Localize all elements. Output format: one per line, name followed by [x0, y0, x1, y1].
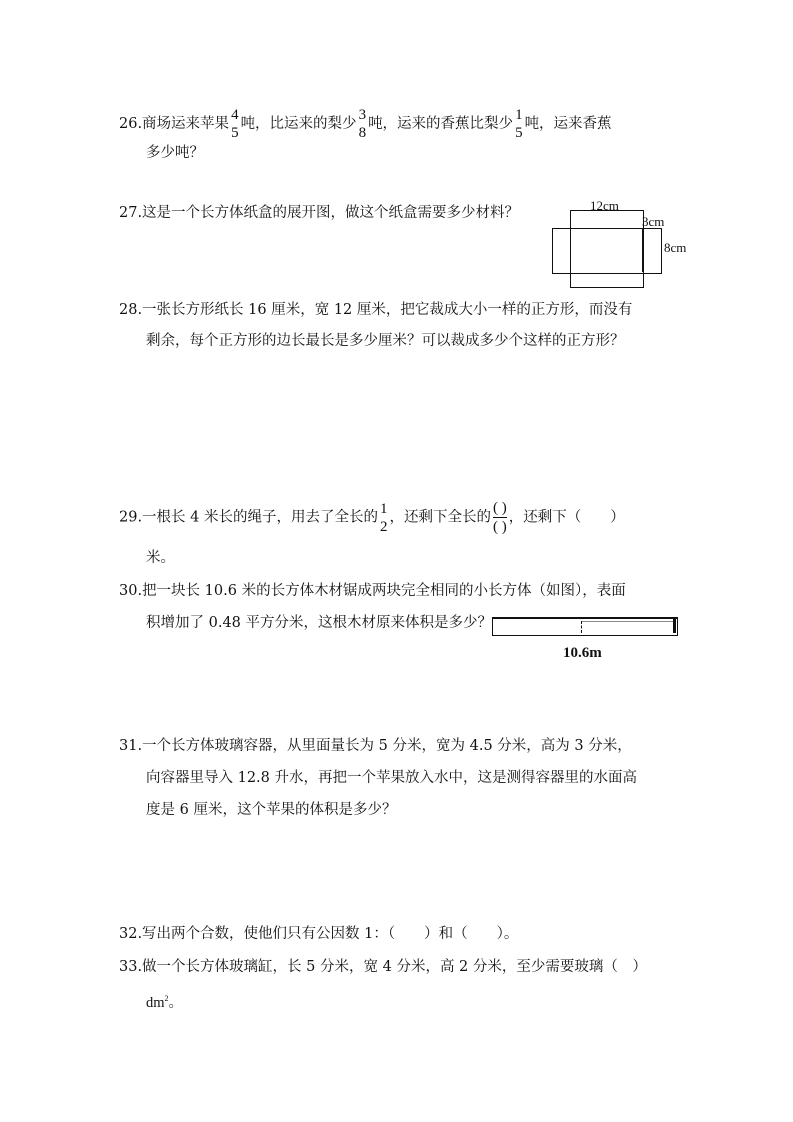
q31-line3: 度是 6 厘米，这个苹果的体积是多少？	[146, 802, 397, 818]
q32-text: 32.写出两个合数，使他们只有公因数 1：（ ）和（ ）。	[119, 926, 519, 942]
q28-line2: 剩余，每个正方形的边长最长是多少厘米？可以裁成多少个这样的正方形？	[146, 333, 625, 349]
q31-line1: 31.一个长方体玻璃容器，从里面量长为 5 分米，宽为 4.5 分米，高为 3 分米，	[119, 738, 632, 754]
fraction: 4 5	[231, 107, 239, 141]
text: 吨，运来的香蕉比梨少	[368, 116, 514, 132]
blank-fraction[interactable]: $\frac{( )}{( )}$	[493, 500, 507, 535]
fraction: 1 2	[380, 500, 388, 535]
text: ，还剩下（ ）	[508, 509, 625, 526]
length-label: 10.6m	[563, 645, 602, 661]
q31-line2: 向容器里导入 12.8 升水，再把一个苹果放入水中，这是测得容器里的水面高	[146, 770, 638, 786]
text: ，还剩下全长的	[389, 509, 492, 526]
q33-line2: $dm^2$。	[146, 994, 184, 1011]
q27-text: 27.这是一个长方体纸盒的展开图，做这个纸盒需要多少材料？	[119, 205, 520, 221]
q26-line2: 多少吨？	[146, 145, 204, 161]
q26-line1	[119, 106, 612, 142]
q29-line1	[119, 499, 625, 536]
dim-label: 8cm	[664, 240, 687, 255]
text: 29.一根长 4 米长的绳子，用去了全长的	[119, 509, 379, 526]
text: 吨，比运来的梨少	[240, 116, 357, 132]
fraction: 3 8	[358, 107, 367, 141]
text: 26.商场运来苹果	[119, 116, 230, 132]
dim-label: 3cm	[642, 214, 665, 229]
q29-line2: 米。	[146, 550, 175, 566]
dim-label: 12cm	[590, 198, 619, 213]
q30-line2: 积增加了 0.48 平方分米，这根木材原来体积是多少？	[146, 615, 493, 631]
text: 吨，运来香蕉	[524, 116, 612, 132]
q28-line1: 28.一张长方形纸长 16 厘米，宽 12 厘米，把它裁成大小一样的正方形，而没有	[119, 302, 633, 318]
q30-line1: 30.把一块长 10.6 米的长方体木材锯成两块完全相同的小长方体（如图），表面	[119, 583, 626, 599]
q33-line1: 33.做一个长方体玻璃缸，长 5 分米，宽 4 分米，高 2 分米，至少需要玻璃（ ）	[119, 959, 647, 975]
fraction: 1 5	[515, 107, 523, 141]
